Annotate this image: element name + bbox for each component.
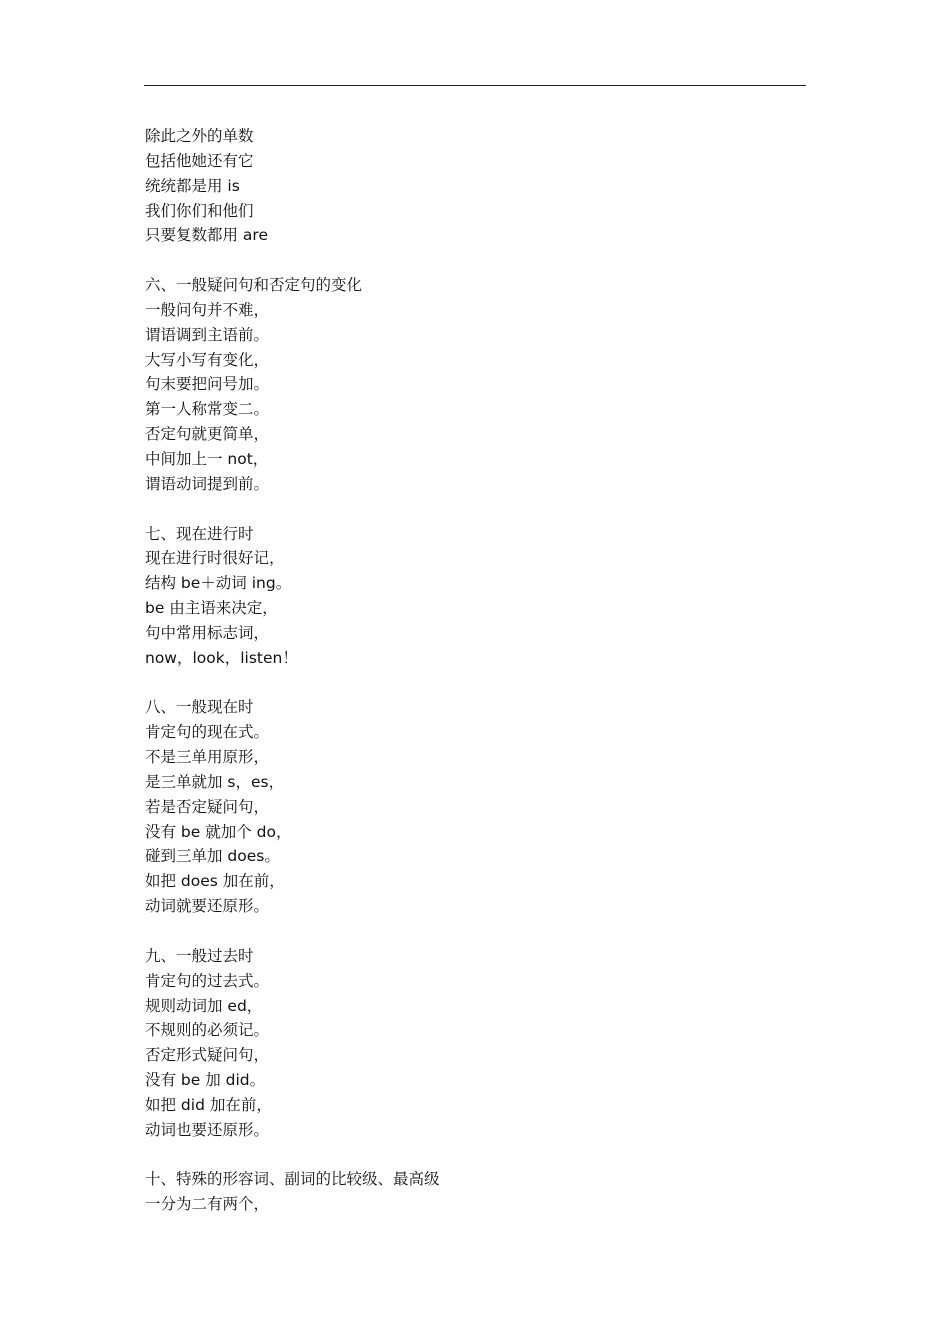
- text-line: be 由主语来决定，: [145, 599, 278, 618]
- text-line: now，look，listen！: [145, 648, 298, 667]
- paragraph-gap: [145, 671, 805, 696]
- text-line: 不是三单用原形，: [145, 748, 270, 767]
- text-line: 否定形式疑问句，: [145, 1046, 270, 1065]
- text-line: 结构 be＋动词 ing。: [145, 574, 292, 593]
- text-line: 我们你们和他们: [145, 201, 254, 220]
- text-line: 统统都是用 is: [145, 176, 240, 195]
- paragraph-gap: [145, 1143, 805, 1168]
- text-line: 只要复数都用 are: [145, 226, 268, 245]
- text-line: 动词也要还原形。: [145, 1120, 270, 1139]
- text-line: 句末要把问号加。: [145, 375, 270, 394]
- text-line: 第一人称常变二。: [145, 400, 270, 419]
- text-line: 现在进行时很好记，: [145, 549, 285, 568]
- section-heading: 十、特殊的形容词、副词的比较级、最高级: [145, 1170, 440, 1189]
- text-line: 一般问句并不难，: [145, 300, 270, 319]
- text-line: 没有 be 就加个 do，: [145, 822, 292, 841]
- text-line: 若是否定疑问句，: [145, 797, 270, 816]
- text-line: 否定句就更简单，: [145, 425, 270, 444]
- text-line: 肯定句的现在式。: [145, 723, 270, 742]
- text-line: 碰到三单加 does。: [145, 847, 280, 866]
- text-line: 大写小写有变化，: [145, 350, 270, 369]
- text-line: 如把 did 加在前，: [145, 1095, 272, 1114]
- text-line: 一分为二有两个，: [145, 1195, 270, 1214]
- paragraph-gap: [145, 248, 805, 273]
- text-line: 如把 does 加在前，: [145, 872, 285, 891]
- text-line: 规则动词加 ed，: [145, 996, 263, 1015]
- header-rule: [144, 85, 806, 86]
- text-line: 谓语调到主语前。: [145, 325, 270, 344]
- text-line: 不规则的必须记。: [145, 1021, 270, 1040]
- text-line: 没有 be 加 did。: [145, 1071, 266, 1090]
- section-heading: 六、一般疑问句和否定句的变化: [145, 276, 363, 295]
- text-line: 除此之外的单数: [145, 127, 254, 145]
- text-line: 中间加上一 not，: [145, 449, 269, 468]
- section-heading: 八、一般现在时: [145, 698, 254, 717]
- text-line: 包括他她还有它: [145, 151, 254, 170]
- paragraph-gap: [145, 919, 805, 944]
- text-line: 是三单就加 s，es，: [145, 772, 285, 791]
- section-heading: 七、现在进行时: [145, 524, 254, 543]
- document-body: [145, 124, 805, 1217]
- text-line: 谓语动词提到前。: [145, 474, 270, 493]
- paragraph-gap: [145, 497, 805, 522]
- section-heading: 九、一般过去时: [145, 946, 254, 965]
- text-line: 动词就要还原形。: [145, 897, 270, 916]
- text-line: 肯定句的过去式。: [145, 971, 270, 990]
- text-line: 句中常用标志词，: [145, 623, 270, 642]
